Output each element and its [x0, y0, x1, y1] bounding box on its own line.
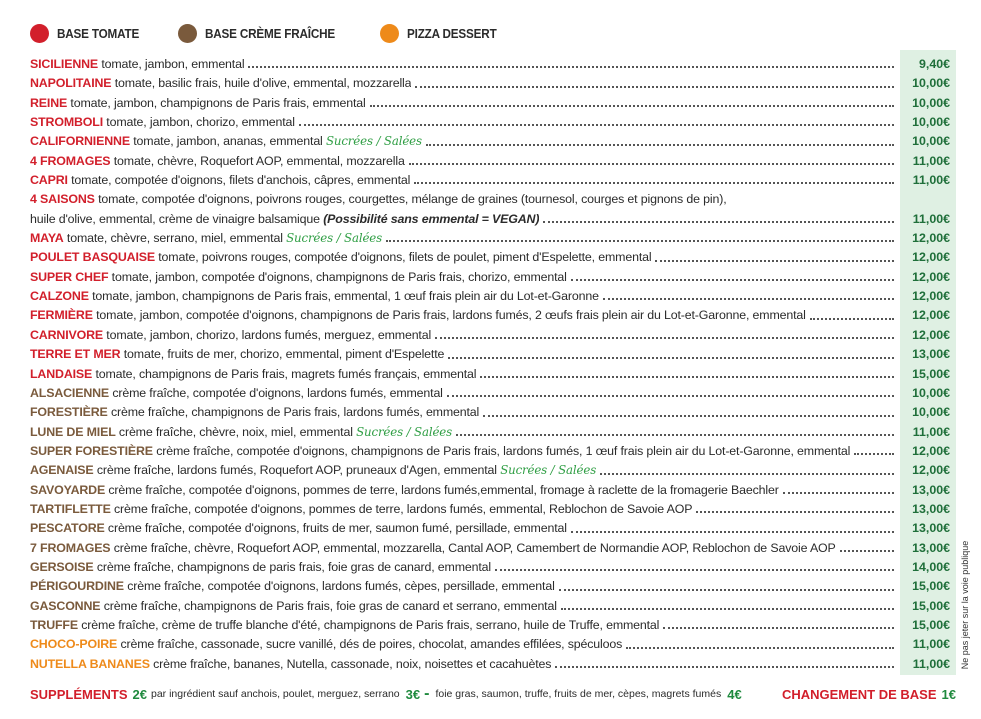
pizza-price: 10,00€	[912, 385, 950, 400]
dot-leader	[555, 665, 894, 668]
dot-leader	[571, 530, 894, 533]
pizza-price: 11,00€	[912, 656, 950, 671]
menu-row	[30, 55, 956, 74]
pizza-name: TRUFFE	[30, 617, 78, 632]
pizza-ingredients: crème fraîche, compotée d'oignons, lardons fumés, cèpes, persillade, emmental	[127, 579, 555, 594]
pizza-description	[30, 403, 479, 422]
pizza-price: 12,00€	[912, 327, 950, 342]
pizza-ingredients: tomate, compotée d'oignons, poivrons rouges, courgettes, mélange de graines (tournesol, courges et pignons de pin),	[98, 192, 727, 207]
orange-dot-icon	[380, 24, 399, 43]
dot-leader	[299, 123, 894, 126]
change-base-label: CHANGEMENT DE BASE	[781, 686, 937, 702]
menu-row	[30, 423, 956, 442]
pizza-ingredients: crème fraîche, cassonade, sucre vanillé, dés de poires, chocolat, amandes effilées, spéculoos	[120, 637, 623, 652]
pizza-ingredients: tomate, chèvre, serrano, miel, emmental	[66, 231, 283, 246]
pizza-description	[30, 132, 422, 151]
menu-row	[30, 539, 956, 558]
pizza-name: 7 FROMAGES	[30, 540, 111, 555]
menu-row	[30, 403, 956, 422]
pizza-description	[30, 190, 727, 209]
menu-row	[30, 558, 956, 577]
dot-leader	[655, 259, 894, 262]
pizza-description	[30, 306, 806, 325]
dot-leader	[840, 549, 894, 552]
pizza-name: REINE	[30, 95, 68, 110]
menu-row-line	[30, 210, 956, 229]
red-dot-icon	[30, 24, 49, 43]
pizza-description	[30, 616, 659, 635]
pizza-price: 11,00€	[912, 424, 950, 439]
pizza-name: PÉRIGOURDINE	[30, 579, 124, 594]
pizza-ingredients: crème fraîche, chèvre, noix, miel, emmental	[118, 424, 353, 439]
pizza-description	[30, 345, 444, 364]
pizza-description	[30, 248, 651, 267]
pizza-description	[30, 635, 622, 654]
pizza-price: 11,00€	[912, 153, 950, 168]
menu-row	[30, 326, 956, 345]
legend-item-creme	[178, 24, 349, 43]
pizza-description	[30, 558, 491, 577]
pizza-description	[30, 442, 850, 461]
menu-row	[30, 94, 956, 113]
pizza-price: 12,00€	[912, 308, 950, 323]
pizza-ingredients: crème fraîche, compotée d'oignons, lardons fumés, emmental	[112, 385, 443, 400]
pizza-description	[30, 229, 382, 248]
vegan-note: (Possibilité sans emmental = VEGAN)	[323, 211, 540, 226]
pizza-price: 9,40€	[918, 57, 950, 71]
pizza-price: 12,00€	[912, 250, 950, 265]
dot-leader	[426, 143, 894, 146]
pizza-name: NAPOLITAINE	[30, 76, 112, 91]
supplement-price-4: 4€	[727, 686, 742, 702]
pizza-description	[30, 539, 836, 558]
pizza-name: STROMBOLI	[30, 115, 103, 130]
pizza-price: 11,00€	[912, 173, 950, 188]
pizza-ingredients: tomate, jambon, chorizo, lardons fumés, merguez, emmental	[106, 327, 432, 342]
dot-leader	[448, 356, 894, 359]
dot-leader	[571, 278, 894, 281]
pizza-ingredients: tomate, jambon, compotée d'oignons, champignons de Paris frais, lardons fumés, 2 œufs frais plein air du Lot-et-Garonne, emmental	[96, 308, 806, 323]
pizza-name: TERRE ET MER	[30, 347, 121, 362]
menu-row	[30, 500, 956, 519]
pizza-name: CALZONE	[30, 289, 89, 304]
menu-row-line	[30, 190, 956, 209]
menu-row	[30, 248, 956, 267]
pizza-description	[30, 500, 692, 519]
dot-leader	[663, 626, 894, 629]
legend-label: PIZZA DESSERT	[406, 25, 497, 41]
menu-row	[30, 74, 956, 93]
pizza-description	[30, 365, 476, 384]
menu-row	[30, 635, 956, 654]
dot-leader	[600, 472, 894, 475]
menu-row	[30, 306, 956, 325]
pizza-ingredients: tomate, fruits de mer, chorizo, emmental, piment d'Espelette	[123, 347, 445, 362]
pizza-name: SICILIENNE	[30, 57, 99, 71]
pizza-name: GERSOISE	[30, 559, 94, 574]
menu-row	[30, 171, 956, 190]
menu-row	[30, 384, 956, 403]
menu-row	[30, 597, 956, 616]
pizza-description	[30, 55, 244, 74]
dot-leader	[626, 646, 894, 649]
pizza-description	[30, 74, 411, 93]
brown-dot-icon	[178, 24, 197, 43]
sweet-salty-tag: Sucrées / Salées	[325, 134, 422, 149]
menu-row	[30, 519, 956, 538]
pizza-name: CAPRI	[30, 173, 68, 188]
base-legend	[30, 22, 536, 44]
pizza-ingredients: tomate, champignons de Paris frais, magrets fumés français, emmental	[95, 366, 477, 381]
pizza-description	[30, 287, 599, 306]
dot-leader	[559, 588, 894, 591]
pizza-price: 15,00€	[912, 617, 950, 632]
pizza-description	[30, 481, 779, 500]
pizza-name: TARTIFLETTE	[30, 501, 111, 516]
legend-label: BASE CRÈME FRAÎCHE	[205, 25, 336, 41]
pizza-ingredients: crème fraîche, bananes, Nutella, cassonade, noix, noisettes et cacahuètes	[153, 656, 552, 671]
pizza-price: 12,00€	[912, 289, 950, 304]
pizza-price: 15,00€	[912, 579, 950, 594]
legend-item-dessert	[380, 24, 506, 43]
pizza-name: MAYA	[30, 231, 64, 246]
sweet-salty-tag: Sucrées / Salées	[356, 424, 453, 439]
pizza-price: 10,00€	[912, 115, 950, 130]
pizza-ingredients: crème fraîche, lardons fumés, Roquefort AOP, pruneaux d'Agen, emmental	[96, 463, 497, 478]
pizza-name: CARNIVORE	[30, 327, 103, 342]
side-note	[956, 535, 974, 675]
dot-leader	[414, 181, 894, 184]
pizza-price: 15,00€	[912, 366, 950, 381]
menu-row	[30, 616, 956, 635]
dot-leader	[480, 375, 894, 378]
pizza-name: AGENAISE	[30, 463, 94, 478]
pizza-price: 12,00€	[912, 463, 950, 478]
pizza-name: FERMIÈRE	[30, 308, 93, 323]
dot-leader	[854, 452, 894, 455]
dot-leader	[415, 85, 894, 88]
change-base-price: 1€	[941, 686, 956, 702]
pizza-description	[30, 577, 555, 596]
menu-row	[30, 229, 956, 248]
pizza-price: 15,00€	[912, 598, 950, 613]
menu-row	[30, 190, 956, 229]
pizza-ingredients: crème fraîche, champignons de Paris frais, foie gras de canard et serrano, emmental	[103, 598, 557, 613]
pizza-ingredients: crème fraîche, compotée d'oignons, pommes de terre, lardons fumés,emmental, fromage à raclette de la fromagerie Baechler	[108, 482, 779, 497]
dot-leader	[248, 65, 894, 68]
sweet-salty-tag: Sucrées / Salées	[500, 463, 597, 478]
menu-row	[30, 287, 956, 306]
dot-leader	[447, 394, 894, 397]
pizza-ingredients: tomate, basilic frais, huile d'olive, emmental, mozzarella	[114, 76, 412, 91]
pizza-name: FORESTIÈRE	[30, 405, 108, 420]
pizza-price: 10,00€	[912, 134, 950, 149]
pizza-price: 13,00€	[912, 482, 950, 497]
supplement-price-3: 3€	[405, 686, 421, 702]
pizza-name: SUPER FORESTIÈRE	[30, 443, 153, 458]
pizza-price: 13,00€	[912, 501, 950, 516]
pizza-ingredients: tomate, jambon, compotée d'oignons, champignons de Paris frais, chorizo, emmental	[111, 269, 567, 284]
pizza-name: POULET BASQUAISE	[30, 250, 155, 265]
pizza-name: LUNE DE MIEL	[30, 424, 116, 439]
pizza-ingredients: crème fraîche, crème de truffe blanche d'été, champignons de Paris frais, serrano, huile de Truffe, emmental	[81, 617, 660, 632]
pizza-description	[30, 384, 443, 403]
sweet-salty-tag: Sucrées / Salées	[286, 231, 383, 246]
supplements-bar	[30, 684, 956, 704]
menu-row	[30, 577, 956, 596]
menu-row	[30, 461, 956, 480]
pizza-price: 14,00€	[912, 559, 950, 574]
pizza-description	[30, 171, 410, 190]
pizza-description	[30, 597, 557, 616]
pizza-ingredients: crème fraîche, compotée d'oignons, champignons de Paris frais, lardons fumés, 1 œuf frais plein air du Lot-et-Garonne, emmental	[156, 443, 851, 458]
pizza-name: CHOCO-POIRE	[30, 637, 118, 652]
dot-leader	[483, 414, 894, 417]
pizza-description	[30, 655, 551, 674]
pizza-ingredients: tomate, jambon, champignons de Paris frais, emmental, 1 œuf frais plein air du Lot-et-Garonne	[92, 289, 599, 304]
pizza-ingredients: crème fraîche, compotée d'oignons, fruits de mer, saumon fumé, persillade, emmental	[107, 521, 567, 536]
supplement-separator: -	[424, 685, 430, 702]
pizza-ingredients: crème fraîche, champignons de paris frais, foie gras de canard, emmental	[96, 559, 491, 574]
side-note-text: Ne pas jeter sur la voie publique	[960, 540, 970, 670]
pizza-ingredients: crème fraîche, chèvre, Roquefort AOP, emmental, mozzarella, Cantal AOP, Camembert de Normandie AOP, Reblochon de Savoie AOP	[113, 540, 836, 555]
pizza-price: 13,00€	[912, 540, 950, 555]
pizza-ingredients: crème fraîche, compotée d'oignons, pommes de terre, lardons fumés, emmental, Reblochon de Savoie AOP	[114, 501, 693, 516]
pizza-description	[30, 210, 539, 229]
pizza-name: SUPER CHEF	[30, 269, 109, 284]
pizza-ingredients: tomate, compotée d'oignons, filets d'anchois, câpres, emmental	[71, 173, 411, 188]
pizza-name: PESCATORE	[30, 521, 105, 536]
menu-row	[30, 481, 956, 500]
menu-row	[30, 345, 956, 364]
pizza-description	[30, 423, 452, 442]
pizza-description	[30, 94, 366, 113]
pizza-name: ALSACIENNE	[30, 385, 110, 400]
dot-leader	[810, 317, 894, 320]
supplement-text-3: foie gras, saumon, truffe, fruits de mer, cèpes, magrets fumés	[435, 688, 722, 700]
pizza-name: 4 FROMAGES	[30, 153, 111, 168]
dot-leader	[435, 336, 894, 339]
pizza-price: 13,00€	[912, 347, 950, 362]
pizza-name: SAVOYARDE	[30, 482, 106, 497]
menu-row	[30, 268, 956, 287]
supplement-price-2: 2€	[132, 686, 147, 702]
pizza-name: CALIFORNIENNE	[30, 134, 130, 149]
menu-row	[30, 152, 956, 171]
pizza-ingredients: tomate, jambon, emmental	[101, 57, 245, 71]
pizza-description	[30, 519, 567, 538]
pizza-ingredients: tomate, chèvre, Roquefort AOP, emmental, mozzarella	[113, 153, 405, 168]
menu-row	[30, 132, 956, 151]
dot-leader	[603, 297, 894, 300]
pizza-description	[30, 326, 431, 345]
supplements-title: SUPPLÉMENTS	[30, 686, 128, 702]
dot-leader	[783, 491, 894, 494]
pizza-name: 4 SAISONS	[30, 192, 95, 207]
dot-leader	[543, 220, 894, 223]
menu-row	[30, 113, 956, 132]
dot-leader	[370, 104, 894, 107]
pizza-description	[30, 268, 567, 287]
pizza-ingredients: tomate, jambon, champignons de Paris frais, emmental	[70, 95, 366, 110]
pizza-description	[30, 113, 295, 132]
pizza-menu-list	[30, 55, 956, 674]
legend-item-tomate	[30, 24, 148, 43]
menu-row	[30, 655, 956, 674]
pizza-price: 12,00€	[912, 443, 950, 458]
pizza-price: 12,00€	[912, 231, 950, 246]
legend-label: BASE TOMATE	[57, 25, 140, 41]
pizza-price: 10,00€	[912, 95, 950, 110]
menu-row	[30, 365, 956, 384]
dot-leader	[696, 510, 894, 513]
pizza-ingredients: tomate, poivrons rouges, compotée d'oignons, filets de poulet, piment d'Espelette, emmental	[158, 250, 652, 265]
pizza-name: GASCONNE	[30, 598, 101, 613]
pizza-price: 11,00€	[912, 211, 950, 226]
supplement-text-2: par ingrédient sauf anchois, poulet, merguez, serrano	[150, 688, 400, 700]
dot-leader	[386, 239, 894, 242]
pizza-ingredients: crème fraîche, champignons de Paris frais, lardons fumés, emmental	[110, 405, 480, 420]
pizza-price: 13,00€	[912, 521, 950, 536]
pizza-ingredients-continued: huile d'olive, emmental, crème de vinaigre balsamique	[30, 211, 320, 226]
pizza-price: 12,00€	[912, 269, 950, 284]
pizza-ingredients: tomate, jambon, ananas, emmental	[133, 134, 323, 149]
menu-row	[30, 442, 956, 461]
dot-leader	[495, 568, 894, 571]
pizza-ingredients: tomate, jambon, chorizo, emmental	[106, 115, 295, 130]
pizza-description	[30, 461, 596, 480]
change-base	[782, 687, 956, 702]
pizza-name: NUTELLA BANANES	[30, 656, 150, 671]
dot-leader	[409, 162, 894, 165]
dot-leader	[561, 607, 894, 610]
pizza-price: 10,00€	[912, 76, 950, 91]
pizza-name: LANDAISE	[30, 366, 93, 381]
pizza-price: 11,00€	[912, 637, 950, 652]
dot-leader	[456, 433, 894, 436]
pizza-price: 10,00€	[912, 405, 950, 420]
pizza-description	[30, 152, 405, 171]
